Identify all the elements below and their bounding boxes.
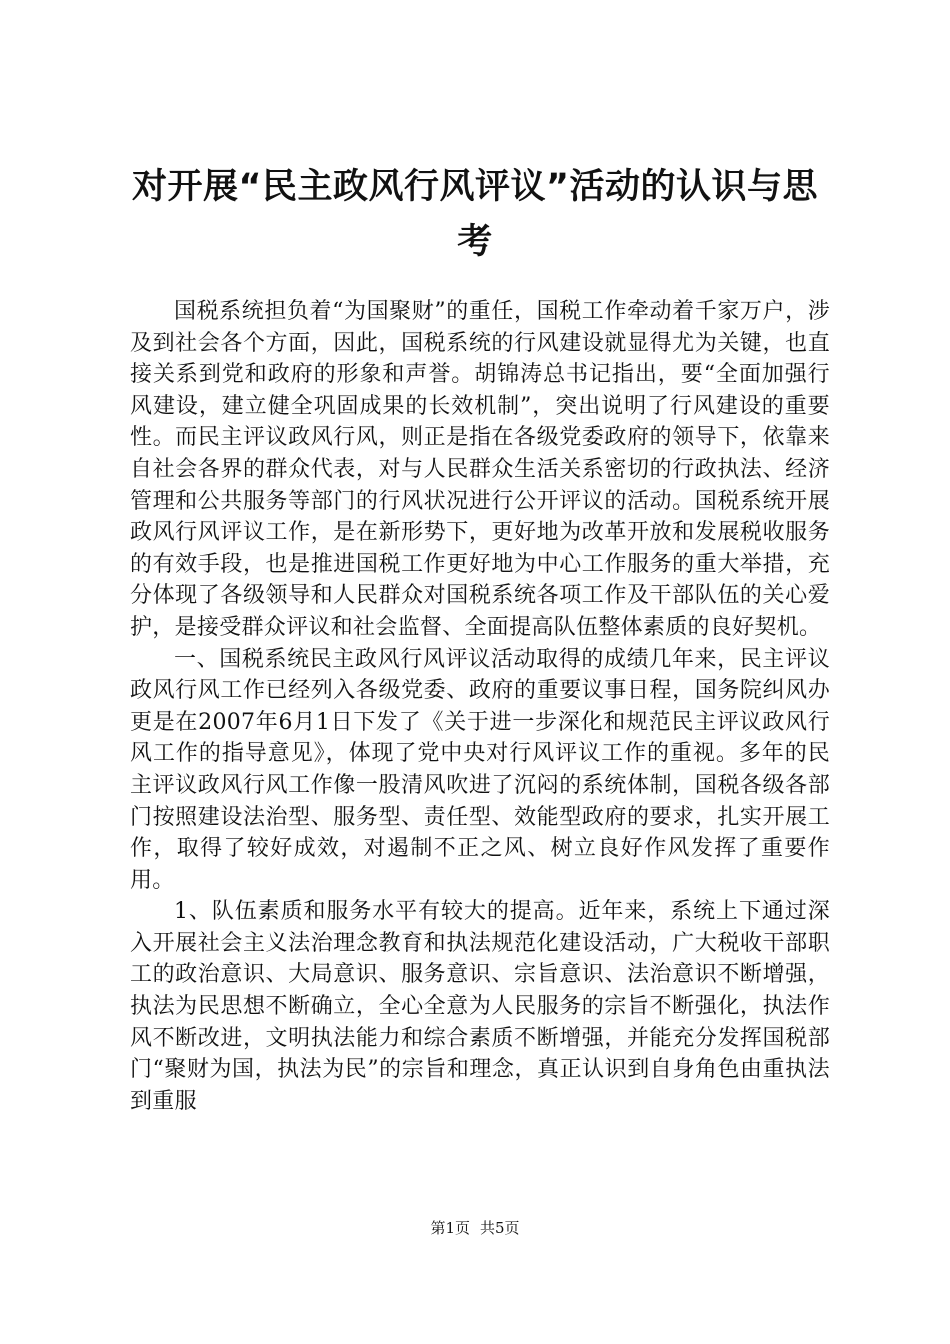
- paragraph-item-one: 1、队伍素质和服务水平有较大的提高。近年来，系统上下通过深入开展社会主义法治理念教育和执法规范化建设活动，广大税收干部职工的政治意识、大局意识、服务意识、宗旨意识、法治意识不断增强，执法为民思想不断确立，全心全意为人民服务的宗旨不断强化，执法作风不断改进，文明执法能力和综合素质不断增强，并能充分发挥国税部门“聚财为国，执法为民”的宗旨和理念，真正认识到自身角色由重执法到重服: [130, 899, 830, 1114]
- paragraph-intro: 国税系统担负着“为国聚财”的重任，国税工作牵动着千家万户，涉及到社会各个方面，因此，国税系统的行风建设就显得尤为关键，也直接关系到党和政府的形象和声誉。胡锦涛总书记指出，要“全面加强行风建设，建立健全巩固成果的长效机制”，突出说明了行风建设的重要性。而民主评议政风行风，则正是指在各级党委政府的领导下，依靠来自社会各界的群众代表，对与人民群众生活关系密切的行政执法、经济管理和公共服务等部门的行风状况进行公开评议的活动。国税系统开展政风行风评议工作，是在新形势下，更好地为改革开放和发展税收服务的有效手段，也是推进国税工作更好地为中心工作服务的重大举措，充分体现了各级领导和人民群众对国税系统各项工作及干部队伍的关心爱护，是接受群众评议和社会监督、全面提高队伍整体素质的良好契机。: [130, 299, 830, 640]
- page-footer: [0, 1218, 950, 1238]
- page-total: 共5页: [480, 1219, 520, 1237]
- document-body: [130, 296, 830, 1117]
- document-title: 对开展“民主政风行风评议”活动的认识与思考: [131, 167, 818, 262]
- page-number: 第1页: [430, 1219, 470, 1237]
- paragraph-section-one: 一、国税系统民主政风行风评议活动取得的成绩几年来，民主评议政风行风工作已经列入各级党委、政府的重要议事日程，国务院纠风办更是在2007年6月1日下发了《关于进一步深化和规范民主评议政风行风工作的指导意见》，体现了党中央对行风评议工作的重视。多年的民主评议政风行风工作像一股清风吹进了沉闷的系统体制，国税各级各部门按照建设法治型、服务型、责任型、效能型政府的要求，扎实开展工作，取得了较好成效，对遏制不正之风、树立良好作风发挥了重要作用。: [130, 646, 830, 893]
